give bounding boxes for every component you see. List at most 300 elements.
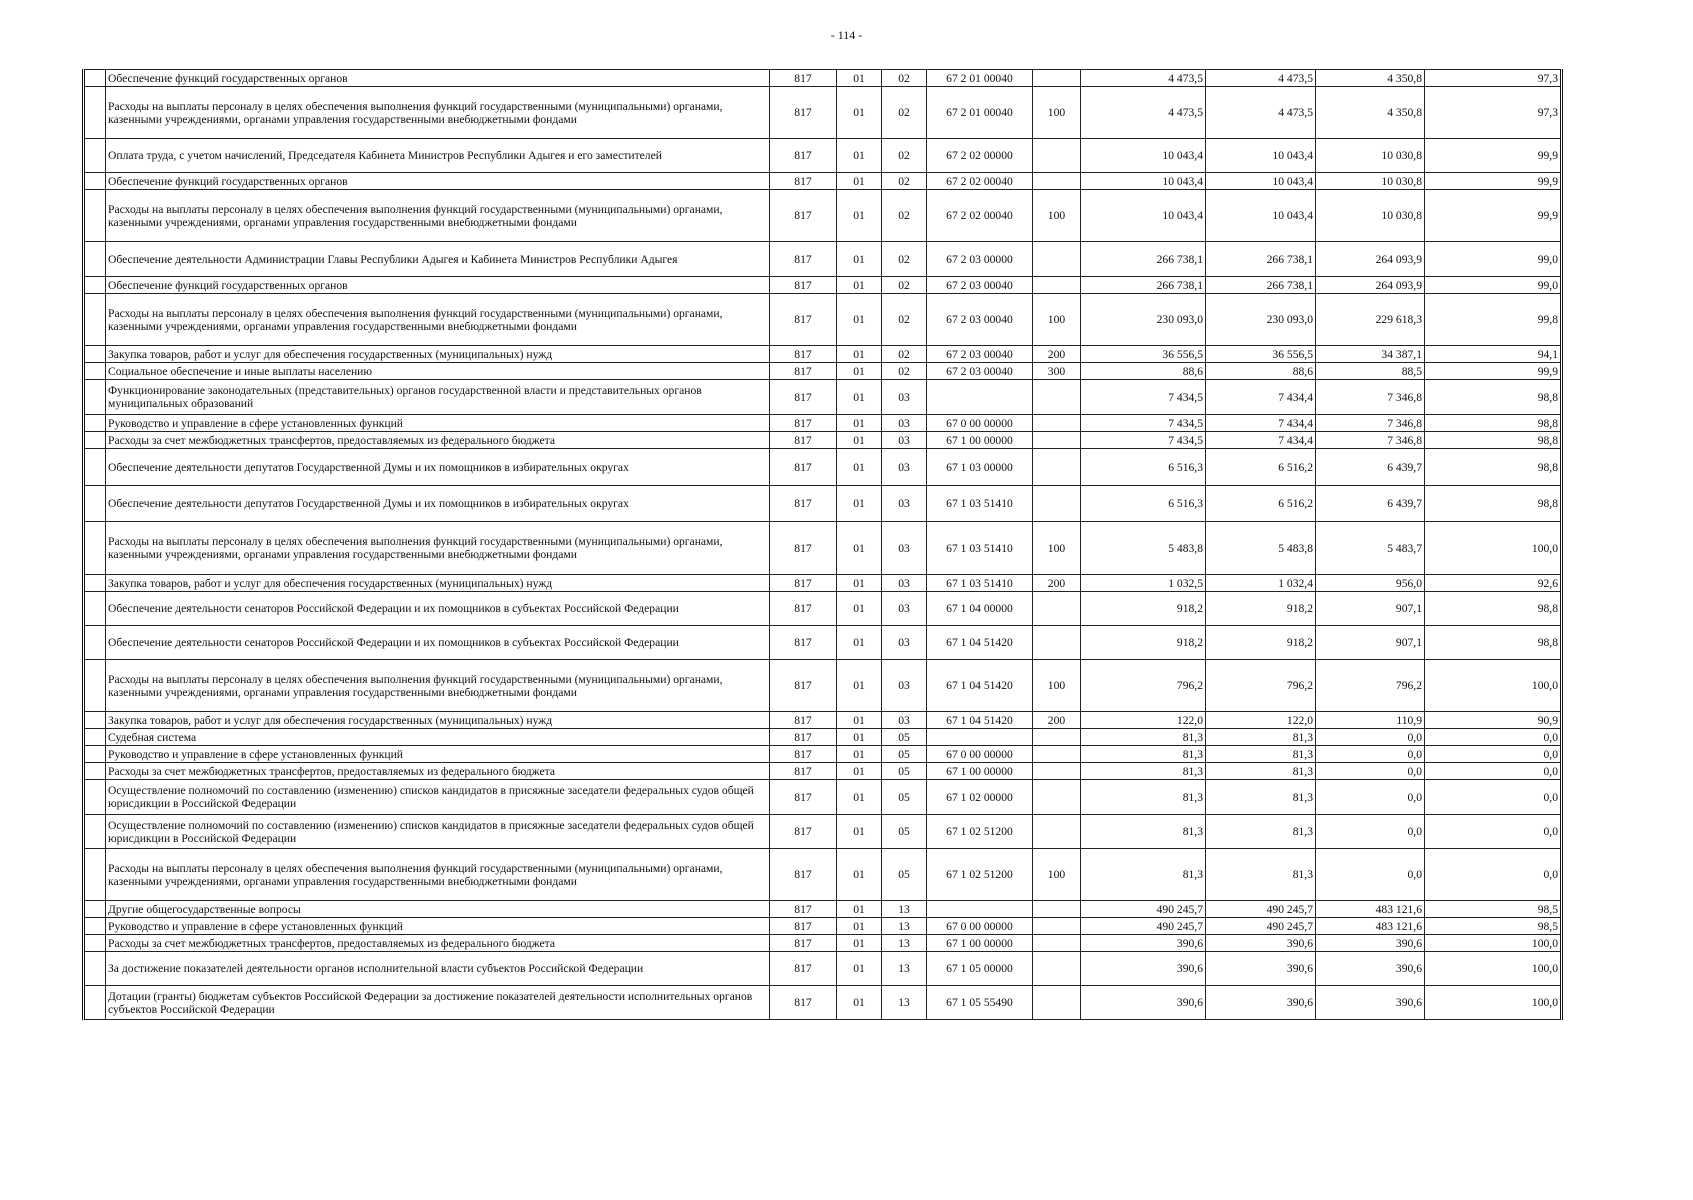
table-row (84, 626, 1562, 660)
row-csr-code: 67 2 03 00000 (927, 242, 1033, 277)
row-vr-code: 100 (1033, 660, 1081, 712)
row-gutter (84, 901, 106, 918)
row-pr-code: 02 (882, 139, 927, 173)
row-csr-code: 67 1 00 00000 (927, 935, 1033, 952)
row-gutter (84, 294, 106, 346)
row-gutter (84, 277, 106, 294)
row-gutter (84, 935, 106, 952)
row-executed-amount: 7 346,8 (1316, 432, 1425, 449)
row-approved-amount: 230 093,0 (1081, 294, 1206, 346)
row-gutter (84, 746, 106, 763)
row-rz-code: 01 (837, 242, 882, 277)
row-approved-amount: 122,0 (1081, 712, 1206, 729)
row-gutter (84, 575, 106, 592)
row-execution-percent: 98,8 (1425, 486, 1562, 522)
row-gr-code: 817 (770, 626, 837, 660)
row-revised-amount: 10 043,4 (1206, 190, 1316, 242)
row-csr-code: 67 2 03 00040 (927, 363, 1033, 380)
row-executed-amount: 5 483,7 (1316, 522, 1425, 575)
row-executed-amount: 390,6 (1316, 935, 1425, 952)
row-rz-code: 01 (837, 935, 882, 952)
row-pr-code: 02 (882, 242, 927, 277)
row-gr-code: 817 (770, 449, 837, 486)
row-execution-percent: 100,0 (1425, 522, 1562, 575)
row-csr-code: 67 1 00 00000 (927, 763, 1033, 780)
row-gutter (84, 763, 106, 780)
row-approved-amount: 4 473,5 (1081, 70, 1206, 87)
row-execution-percent: 98,5 (1425, 918, 1562, 935)
table-row (84, 522, 1562, 575)
row-gr-code: 817 (770, 575, 837, 592)
row-pr-code: 05 (882, 815, 927, 849)
row-name: Обеспечение деятельности депутатов Государственной Думы и их помощников в избирательных округах (106, 486, 770, 522)
row-executed-amount: 483 121,6 (1316, 918, 1425, 935)
row-vr-code (1033, 918, 1081, 935)
row-vr-code: 200 (1033, 575, 1081, 592)
row-executed-amount: 6 439,7 (1316, 449, 1425, 486)
row-rz-code: 01 (837, 952, 882, 986)
row-gr-code: 817 (770, 901, 837, 918)
row-gutter (84, 173, 106, 190)
row-execution-percent: 99,9 (1425, 139, 1562, 173)
table-row (84, 346, 1562, 363)
row-rz-code: 01 (837, 901, 882, 918)
row-rz-code: 01 (837, 363, 882, 380)
row-name: Обеспечение функций государственных органов (106, 70, 770, 87)
row-gutter (84, 70, 106, 87)
row-executed-amount: 229 618,3 (1316, 294, 1425, 346)
row-rz-code: 01 (837, 575, 882, 592)
row-gr-code: 817 (770, 849, 837, 901)
row-executed-amount: 390,6 (1316, 986, 1425, 1020)
row-executed-amount: 7 346,8 (1316, 415, 1425, 432)
row-revised-amount: 5 483,8 (1206, 522, 1316, 575)
row-rz-code: 01 (837, 70, 882, 87)
row-rz-code: 01 (837, 729, 882, 746)
row-revised-amount: 81,3 (1206, 763, 1316, 780)
row-gr-code: 817 (770, 346, 837, 363)
row-gr-code: 817 (770, 986, 837, 1020)
row-revised-amount: 7 434,4 (1206, 432, 1316, 449)
row-vr-code (1033, 277, 1081, 294)
row-rz-code: 01 (837, 190, 882, 242)
row-executed-amount: 4 350,8 (1316, 70, 1425, 87)
row-pr-code: 03 (882, 486, 927, 522)
row-approved-amount: 10 043,4 (1081, 190, 1206, 242)
row-vr-code: 200 (1033, 712, 1081, 729)
row-gr-code: 817 (770, 277, 837, 294)
row-executed-amount: 264 093,9 (1316, 277, 1425, 294)
row-csr-code: 67 2 01 00040 (927, 70, 1033, 87)
row-vr-code (1033, 901, 1081, 918)
row-csr-code: 67 1 04 00000 (927, 592, 1033, 626)
row-pr-code: 02 (882, 173, 927, 190)
row-gr-code: 817 (770, 763, 837, 780)
row-execution-percent: 92,6 (1425, 575, 1562, 592)
row-csr-code: 67 1 00 00000 (927, 432, 1033, 449)
row-rz-code: 01 (837, 173, 882, 190)
row-name: Обеспечение деятельности сенаторов Российской Федерации и их помощников в субъектах Российской Федерации (106, 592, 770, 626)
row-execution-percent: 100,0 (1425, 660, 1562, 712)
row-gr-code: 817 (770, 380, 837, 415)
row-approved-amount: 7 434,5 (1081, 380, 1206, 415)
row-approved-amount: 1 032,5 (1081, 575, 1206, 592)
row-executed-amount: 390,6 (1316, 952, 1425, 986)
row-approved-amount: 7 434,5 (1081, 432, 1206, 449)
row-gutter (84, 986, 106, 1020)
row-revised-amount: 490 245,7 (1206, 918, 1316, 935)
row-gr-code: 817 (770, 746, 837, 763)
row-rz-code: 01 (837, 746, 882, 763)
row-rz-code: 01 (837, 432, 882, 449)
row-gutter (84, 190, 106, 242)
row-gutter (84, 380, 106, 415)
row-rz-code: 01 (837, 139, 882, 173)
row-revised-amount: 7 434,4 (1206, 415, 1316, 432)
row-vr-code: 100 (1033, 522, 1081, 575)
row-approved-amount: 10 043,4 (1081, 173, 1206, 190)
row-gutter (84, 592, 106, 626)
row-gr-code: 817 (770, 242, 837, 277)
row-approved-amount: 918,2 (1081, 626, 1206, 660)
row-vr-code (1033, 763, 1081, 780)
row-execution-percent: 100,0 (1425, 935, 1562, 952)
row-approved-amount: 266 738,1 (1081, 277, 1206, 294)
row-rz-code: 01 (837, 592, 882, 626)
row-name: Обеспечение деятельности депутатов Государственной Думы и их помощников в избирательных округах (106, 449, 770, 486)
table-row (84, 763, 1562, 780)
row-rz-code: 01 (837, 626, 882, 660)
row-gr-code: 817 (770, 70, 837, 87)
table-row (84, 432, 1562, 449)
row-csr-code: 67 1 03 00000 (927, 449, 1033, 486)
row-pr-code: 03 (882, 660, 927, 712)
row-rz-code: 01 (837, 763, 882, 780)
row-name: Расходы на выплаты персоналу в целях обеспечения выполнения функций государственными (муниципальными) органами, казенными учреждениями, органами управления государственными внебюджетными фондами (106, 660, 770, 712)
row-execution-percent: 99,0 (1425, 242, 1562, 277)
row-csr-code: 67 2 02 00000 (927, 139, 1033, 173)
row-approved-amount: 390,6 (1081, 935, 1206, 952)
row-name: За достижение показателей деятельности органов исполнительной власти субъектов Российской Федерации (106, 952, 770, 986)
row-execution-percent: 98,8 (1425, 380, 1562, 415)
row-execution-percent: 0,0 (1425, 729, 1562, 746)
row-csr-code: 67 1 02 51200 (927, 849, 1033, 901)
row-approved-amount: 390,6 (1081, 986, 1206, 1020)
row-execution-percent: 98,5 (1425, 901, 1562, 918)
row-gutter (84, 432, 106, 449)
row-name: Закупка товаров, работ и услуг для обеспечения государственных (муниципальных) нужд (106, 575, 770, 592)
row-gr-code: 817 (770, 363, 837, 380)
row-name: Социальное обеспечение и иные выплаты населению (106, 363, 770, 380)
row-vr-code (1033, 935, 1081, 952)
row-executed-amount: 110,9 (1316, 712, 1425, 729)
table-row (84, 363, 1562, 380)
row-approved-amount: 81,3 (1081, 746, 1206, 763)
row-executed-amount: 796,2 (1316, 660, 1425, 712)
row-name: Обеспечение деятельности сенаторов Российской Федерации и их помощников в субъектах Российской Федерации (106, 626, 770, 660)
table-row (84, 901, 1562, 918)
row-name: Расходы за счет межбюджетных трансфертов, предоставляемых из федерального бюджета (106, 432, 770, 449)
row-execution-percent: 98,8 (1425, 592, 1562, 626)
row-revised-amount: 390,6 (1206, 986, 1316, 1020)
row-gutter (84, 729, 106, 746)
row-executed-amount: 6 439,7 (1316, 486, 1425, 522)
row-csr-code: 67 0 00 00000 (927, 746, 1033, 763)
row-vr-code (1033, 952, 1081, 986)
row-rz-code: 01 (837, 380, 882, 415)
row-gutter (84, 486, 106, 522)
row-gr-code: 817 (770, 139, 837, 173)
row-csr-code: 67 1 03 51410 (927, 486, 1033, 522)
row-approved-amount: 918,2 (1081, 592, 1206, 626)
row-csr-code: 67 2 02 00040 (927, 173, 1033, 190)
table-row (84, 242, 1562, 277)
row-name: Расходы за счет межбюджетных трансфертов, предоставляемых из федерального бюджета (106, 763, 770, 780)
row-csr-code: 67 1 02 51200 (927, 815, 1033, 849)
table-row (84, 746, 1562, 763)
row-approved-amount: 81,3 (1081, 780, 1206, 815)
row-revised-amount: 266 738,1 (1206, 277, 1316, 294)
table-row (84, 780, 1562, 815)
row-execution-percent: 99,9 (1425, 190, 1562, 242)
row-executed-amount: 0,0 (1316, 746, 1425, 763)
row-gr-code: 817 (770, 87, 837, 139)
table-row (84, 415, 1562, 432)
row-approved-amount: 6 516,3 (1081, 486, 1206, 522)
row-approved-amount: 5 483,8 (1081, 522, 1206, 575)
row-revised-amount: 1 032,4 (1206, 575, 1316, 592)
row-rz-code: 01 (837, 986, 882, 1020)
row-pr-code: 13 (882, 952, 927, 986)
row-name: Дотации (гранты) бюджетам субъектов Российской Федерации за достижение показателей деятельности исполнительных органов субъектов Российской Федерации (106, 986, 770, 1020)
row-revised-amount: 7 434,4 (1206, 380, 1316, 415)
row-revised-amount: 10 043,4 (1206, 139, 1316, 173)
row-pr-code: 13 (882, 986, 927, 1020)
row-gutter (84, 780, 106, 815)
row-executed-amount: 0,0 (1316, 763, 1425, 780)
row-name: Расходы на выплаты персоналу в целях обеспечения выполнения функций государственными (муниципальными) органами, казенными учреждениями, органами управления государственными внебюджетными фондами (106, 522, 770, 575)
row-gr-code: 817 (770, 660, 837, 712)
row-rz-code: 01 (837, 522, 882, 575)
table-row (84, 70, 1562, 87)
row-revised-amount: 81,3 (1206, 780, 1316, 815)
row-csr-code: 67 2 03 00040 (927, 346, 1033, 363)
row-executed-amount: 907,1 (1316, 592, 1425, 626)
row-gutter (84, 415, 106, 432)
row-revised-amount: 81,3 (1206, 746, 1316, 763)
row-execution-percent: 94,1 (1425, 346, 1562, 363)
row-csr-code: 67 1 03 51410 (927, 522, 1033, 575)
row-approved-amount: 81,3 (1081, 729, 1206, 746)
row-revised-amount: 81,3 (1206, 729, 1316, 746)
row-execution-percent: 0,0 (1425, 763, 1562, 780)
row-vr-code (1033, 986, 1081, 1020)
row-revised-amount: 122,0 (1206, 712, 1316, 729)
row-name: Обеспечение функций государственных органов (106, 173, 770, 190)
row-execution-percent: 98,8 (1425, 449, 1562, 486)
row-execution-percent: 98,8 (1425, 415, 1562, 432)
row-execution-percent: 97,3 (1425, 70, 1562, 87)
row-gutter (84, 346, 106, 363)
row-revised-amount: 796,2 (1206, 660, 1316, 712)
row-gutter (84, 626, 106, 660)
row-csr-code (927, 380, 1033, 415)
table-row (84, 277, 1562, 294)
row-executed-amount: 0,0 (1316, 780, 1425, 815)
row-vr-code (1033, 139, 1081, 173)
table-row (84, 486, 1562, 522)
budget-table-body (84, 70, 1562, 1020)
row-execution-percent: 0,0 (1425, 815, 1562, 849)
row-csr-code: 67 1 02 00000 (927, 780, 1033, 815)
row-pr-code: 03 (882, 626, 927, 660)
row-csr-code: 67 1 05 55490 (927, 986, 1033, 1020)
row-gutter (84, 849, 106, 901)
table-row (84, 815, 1562, 849)
row-pr-code: 03 (882, 380, 927, 415)
row-vr-code (1033, 815, 1081, 849)
row-approved-amount: 490 245,7 (1081, 918, 1206, 935)
row-pr-code: 05 (882, 849, 927, 901)
row-execution-percent: 99,8 (1425, 294, 1562, 346)
row-csr-code (927, 901, 1033, 918)
row-approved-amount: 490 245,7 (1081, 901, 1206, 918)
row-gr-code: 817 (770, 780, 837, 815)
row-pr-code: 02 (882, 346, 927, 363)
table-row (84, 660, 1562, 712)
row-name: Обеспечение деятельности Администрации Главы Республики Адыгея и Кабинета Министров Республики Адыгея (106, 242, 770, 277)
row-pr-code: 05 (882, 780, 927, 815)
row-pr-code: 03 (882, 712, 927, 729)
row-execution-percent: 99,0 (1425, 277, 1562, 294)
row-name: Обеспечение функций государственных органов (106, 277, 770, 294)
table-row (84, 575, 1562, 592)
row-pr-code: 03 (882, 575, 927, 592)
page-number: - 114 - (830, 28, 863, 42)
row-revised-amount: 81,3 (1206, 815, 1316, 849)
row-gr-code: 817 (770, 952, 837, 986)
row-name: Расходы на выплаты персоналу в целях обеспечения выполнения функций государственными (муниципальными) органами, казенными учреждениями, органами управления государственными внебюджетными фондами (106, 294, 770, 346)
row-csr-code: 67 2 02 00040 (927, 190, 1033, 242)
row-approved-amount: 390,6 (1081, 952, 1206, 986)
row-rz-code: 01 (837, 87, 882, 139)
table-row (84, 294, 1562, 346)
row-gutter (84, 952, 106, 986)
row-execution-percent: 99,9 (1425, 363, 1562, 380)
row-vr-code (1033, 626, 1081, 660)
row-execution-percent: 98,8 (1425, 626, 1562, 660)
row-gutter (84, 660, 106, 712)
row-approved-amount: 266 738,1 (1081, 242, 1206, 277)
row-csr-code: 67 0 00 00000 (927, 415, 1033, 432)
row-csr-code: 67 1 05 00000 (927, 952, 1033, 986)
row-pr-code: 05 (882, 746, 927, 763)
row-vr-code (1033, 70, 1081, 87)
row-approved-amount: 88,6 (1081, 363, 1206, 380)
row-csr-code: 67 0 00 00000 (927, 918, 1033, 935)
row-name: Руководство и управление в сфере установленных функций (106, 918, 770, 935)
row-pr-code: 03 (882, 592, 927, 626)
row-revised-amount: 266 738,1 (1206, 242, 1316, 277)
table-row (84, 918, 1562, 935)
row-pr-code: 02 (882, 70, 927, 87)
row-gr-code: 817 (770, 294, 837, 346)
table-row (84, 729, 1562, 746)
row-vr-code (1033, 729, 1081, 746)
row-gutter (84, 242, 106, 277)
row-pr-code: 02 (882, 294, 927, 346)
row-executed-amount: 0,0 (1316, 815, 1425, 849)
row-vr-code: 300 (1033, 363, 1081, 380)
table-row (84, 190, 1562, 242)
row-name: Расходы на выплаты персоналу в целях обеспечения выполнения функций государственными (муниципальными) органами, казенными учреждениями, органами управления государственными внебюджетными фондами (106, 849, 770, 901)
row-name: Закупка товаров, работ и услуг для обеспечения государственных (муниципальных) нужд (106, 346, 770, 363)
row-name: Оплата труда, с учетом начислений, Председателя Кабинета Министров Республики Адыгея и его заместителей (106, 139, 770, 173)
row-gr-code: 817 (770, 815, 837, 849)
row-approved-amount: 6 516,3 (1081, 449, 1206, 486)
row-name: Руководство и управление в сфере установленных функций (106, 746, 770, 763)
row-rz-code: 01 (837, 780, 882, 815)
row-vr-code (1033, 242, 1081, 277)
row-execution-percent: 99,9 (1425, 173, 1562, 190)
row-rz-code: 01 (837, 449, 882, 486)
row-revised-amount: 6 516,2 (1206, 486, 1316, 522)
row-gutter (84, 139, 106, 173)
row-gutter (84, 712, 106, 729)
row-gutter (84, 815, 106, 849)
row-executed-amount: 34 387,1 (1316, 346, 1425, 363)
budget-sheet (82, 69, 1563, 1020)
row-name: Другие общегосударственные вопросы (106, 901, 770, 918)
row-approved-amount: 81,3 (1081, 849, 1206, 901)
row-name: Осуществление полномочий по составлению (изменению) списков кандидатов в присяжные заседатели федеральных судов общей юрисдикции в Российской Федерации (106, 780, 770, 815)
budget-table (82, 69, 1563, 1020)
row-approved-amount: 10 043,4 (1081, 139, 1206, 173)
row-vr-code: 100 (1033, 849, 1081, 901)
row-pr-code: 03 (882, 449, 927, 486)
row-rz-code: 01 (837, 486, 882, 522)
row-executed-amount: 10 030,8 (1316, 173, 1425, 190)
row-gr-code: 817 (770, 935, 837, 952)
row-rz-code: 01 (837, 277, 882, 294)
row-executed-amount: 4 350,8 (1316, 87, 1425, 139)
row-executed-amount: 264 093,9 (1316, 242, 1425, 277)
row-csr-code: 67 1 04 51420 (927, 660, 1033, 712)
row-vr-code (1033, 486, 1081, 522)
row-approved-amount: 36 556,5 (1081, 346, 1206, 363)
row-gr-code: 817 (770, 190, 837, 242)
row-vr-code (1033, 746, 1081, 763)
row-name: Функционирование законодательных (представительных) органов государственной власти и представительных органов муниципальных образований (106, 380, 770, 415)
row-revised-amount: 918,2 (1206, 626, 1316, 660)
row-execution-percent: 100,0 (1425, 952, 1562, 986)
row-gutter (84, 918, 106, 935)
row-pr-code: 03 (882, 432, 927, 449)
row-approved-amount: 81,3 (1081, 763, 1206, 780)
row-approved-amount: 7 434,5 (1081, 415, 1206, 432)
row-pr-code: 13 (882, 901, 927, 918)
row-vr-code (1033, 173, 1081, 190)
row-executed-amount: 0,0 (1316, 849, 1425, 901)
row-executed-amount: 88,5 (1316, 363, 1425, 380)
row-csr-code (927, 729, 1033, 746)
row-name: Расходы за счет межбюджетных трансфертов, предоставляемых из федерального бюджета (106, 935, 770, 952)
row-pr-code: 13 (882, 935, 927, 952)
table-row (84, 952, 1562, 986)
row-pr-code: 03 (882, 415, 927, 432)
row-csr-code: 67 1 04 51420 (927, 626, 1033, 660)
row-approved-amount: 796,2 (1081, 660, 1206, 712)
